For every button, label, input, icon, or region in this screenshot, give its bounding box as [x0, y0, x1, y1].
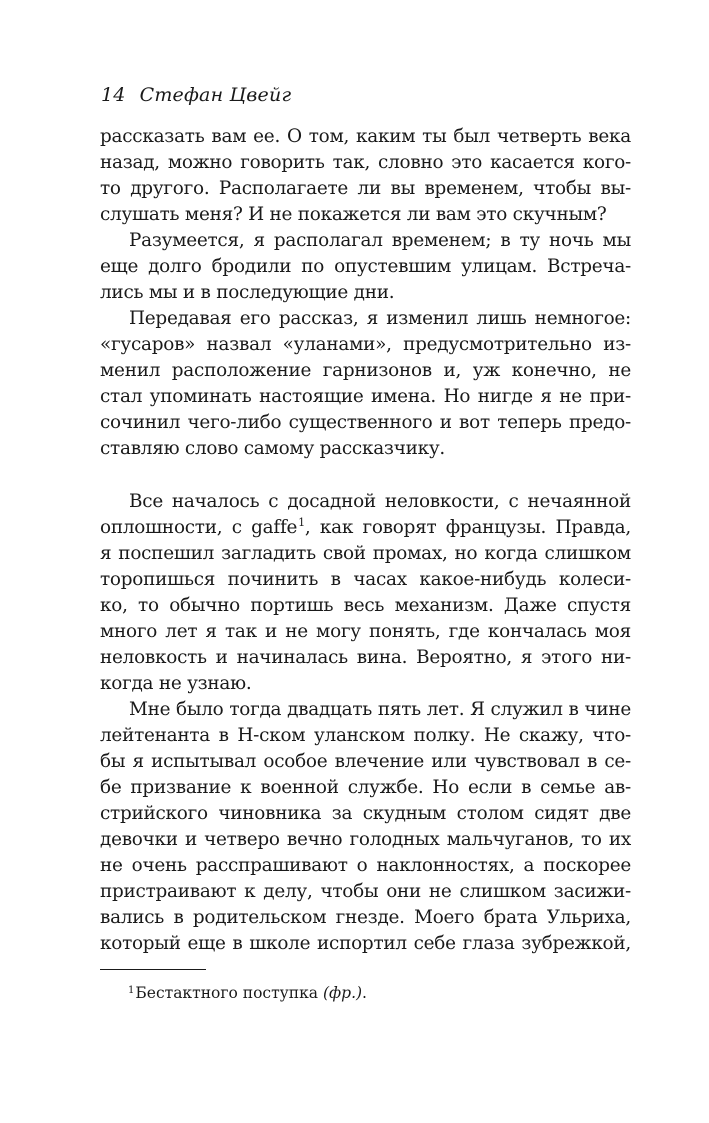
text-line: бе призвание к военной службе. Но если в семье ав-: [100, 777, 631, 798]
page-number: 14: [101, 84, 126, 106]
text-line: сочинил чего-либо существенного и вот теперь предо-: [100, 412, 631, 433]
running-head-author: Стефан Цвейг: [139, 84, 292, 106]
text-line: то другого. Располагаете ли вы временем, чтобы вы-: [100, 178, 631, 199]
text-line: Разумеется, я располагал временем; в ту ночь мы: [129, 230, 631, 251]
footnote-text: Бестактного поступка: [135, 984, 323, 1002]
text-line: торопишься починить в часах какое-нибудь колеси-: [100, 569, 631, 590]
footnote: [128, 983, 367, 1003]
text-line: Передавая его рассказ, я изменил лишь немногое:: [129, 308, 631, 329]
text-line: бы я испытывал особое влечение или чувствовал в се-: [100, 751, 631, 772]
text-line: лейтенанта в Н-ском уланском полку. Не скажу, что-: [100, 725, 631, 746]
footnote-language-abbrev: (фр.): [322, 984, 363, 1002]
text-line: менил расположение гарнизонов и, уж конечно, не: [100, 360, 631, 381]
text-line: ко, то обычно портишь весь механизм. Даже спустя: [100, 595, 631, 616]
section-break: [100, 462, 631, 489]
text-line: стал упоминать настоящие имена. Но нигде я не при-: [100, 386, 631, 407]
text-line: не очень расспрашивают о наклонностях, а поскорее: [100, 855, 631, 876]
text-fragment: оплошности, с gaffe: [100, 517, 298, 538]
footnote-separator: [100, 969, 206, 970]
body-text: [100, 124, 631, 957]
text-line: еще долго бродили по опустевшим улицам. Встреча-: [100, 256, 631, 277]
text-line: когда не узнаю.: [100, 673, 252, 694]
text-line: Все началось с досадной неловкости, с нечаянной: [129, 491, 631, 512]
text-line: лись мы и в последующие дни.: [100, 282, 395, 303]
text-line: назад, можно говорить так, словно это касается кого-: [100, 152, 631, 173]
text-line: рассказать вам ее. О том, каким ты был четверть века: [100, 126, 631, 147]
text-line: ставляю слово самому рассказчику.: [100, 438, 446, 459]
text-line: стрийского чиновника за скудным столом сидят две: [100, 803, 631, 824]
text-line: который еще в школе испортил себе глаза зубрежкой,: [100, 933, 631, 954]
running-head: [101, 84, 291, 106]
text-line: вались в родительском гнезде. Моего брата Ульриха,: [100, 907, 631, 928]
text-line: я поспешил загладить свой промах, но когда слишком: [100, 543, 631, 564]
text-line: слушать меня? И не покажется ли вам это скучным?: [100, 204, 607, 225]
text-line: «гусаров» назвал «уланами», предусмотрительно из-: [100, 334, 631, 355]
text-line-with-footnote: [100, 515, 631, 541]
text-line: Мне было тогда двадцать пять лет. Я служил в чине: [129, 699, 631, 720]
footnote-marker: 1: [128, 985, 135, 996]
text-fragment: , как говорят французы. Правда,: [304, 517, 631, 538]
text-line: неловкость и начиналась вина. Вероятно, я этого ни-: [100, 647, 631, 668]
text-line: много лет я так и не могу понять, где кончалась моя: [100, 621, 631, 642]
footnote-end: .: [362, 984, 367, 1002]
text-line: девочки и четверо вечно голодных мальчуганов, то их: [100, 829, 631, 850]
footnote-reference: 1: [298, 516, 305, 529]
text-line: пристраивают к делу, чтобы они не слишком засижи-: [100, 881, 631, 902]
